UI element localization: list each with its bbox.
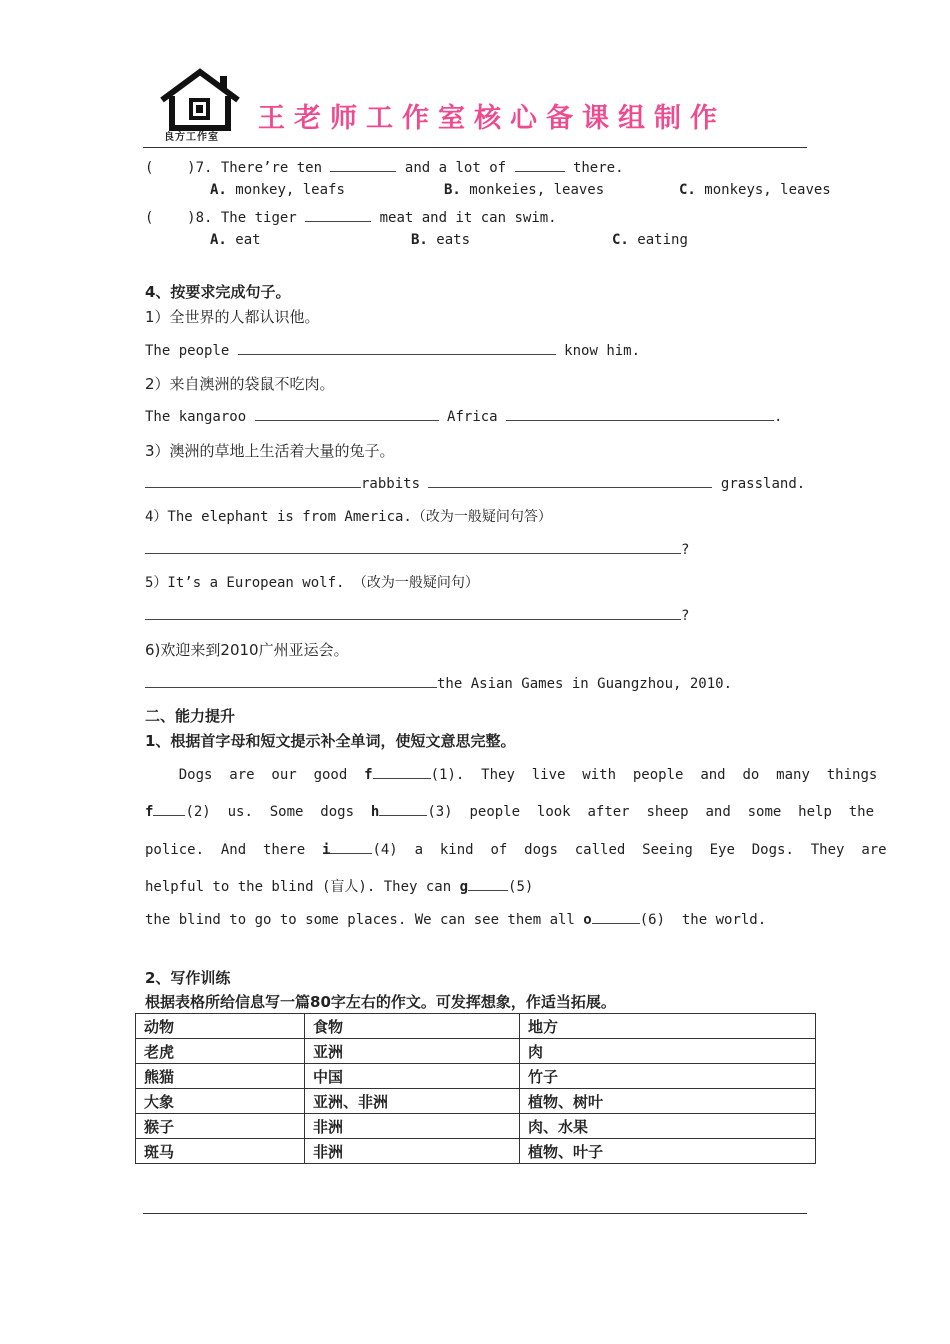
table-cell: 中国 — [305, 1064, 520, 1089]
sentence-4-answer: ? — [145, 539, 689, 558]
answer-blank — [330, 157, 396, 172]
table-cell: 斑马 — [136, 1139, 305, 1164]
answer-blank — [145, 673, 437, 688]
table-cell: 猴子 — [136, 1114, 305, 1139]
question-2-instructions: 根据表格所给信息写一篇80字左右的作文。可发挥想象，作适当拓展。 — [145, 993, 616, 1011]
passage-line-1: Dogs are our good f (1). They live with people and do many things — [145, 764, 877, 783]
sentence-6-answer: the Asian Games in Guangzhou, 2010. — [145, 673, 732, 692]
answer-blank — [373, 764, 431, 779]
option-b: B. eats — [411, 232, 471, 248]
table-row — [136, 1064, 816, 1089]
passage-line-5: the blind to go to some places. We can see them all o (6) the world. — [145, 909, 766, 928]
option-c: C. monkeys, leaves — [679, 182, 831, 198]
sentence-5-answer: ? — [145, 605, 689, 624]
logo — [158, 66, 242, 146]
stem-text: meat and it can swim. — [379, 210, 557, 226]
sentence-3-answer: rabbits grassland. — [145, 473, 805, 492]
table-cell: 植物、树叶 — [520, 1089, 816, 1114]
option-a: A. monkey, leafs — [210, 182, 345, 198]
table-header-cell: 食物 — [305, 1014, 520, 1039]
table-cell: 熊猫 — [136, 1064, 305, 1089]
table-cell: 老虎 — [136, 1039, 305, 1064]
sentence-3-prompt: 3）澳洲的草地上生活着大量的兔子。 — [145, 442, 395, 460]
table-cell: 大象 — [136, 1089, 305, 1114]
answer-blank — [305, 207, 371, 222]
sentence-1-prompt: 1）全世界的人都认识他。 — [145, 308, 320, 326]
option-a: A. eat — [210, 232, 261, 248]
table-header-row — [136, 1014, 816, 1039]
answer-paren: ( ) — [145, 160, 196, 176]
table-cell: 植物、叶子 — [520, 1139, 816, 1164]
answer-blank — [255, 406, 439, 421]
answer-paren: ( ) — [145, 210, 196, 226]
answer-blank — [145, 605, 681, 620]
table-row — [136, 1039, 816, 1064]
stem-text: and a lot of — [404, 160, 507, 176]
answer-blank — [379, 801, 427, 816]
answer-blank — [506, 406, 774, 421]
sentence-6-prompt: 6)欢迎来到2010广州亚运会。 — [145, 641, 349, 659]
banner-title: 王老师工作室核心备课组制作 — [258, 103, 726, 134]
logo-caption: 良方工作室 — [164, 132, 219, 143]
sentence-2-answer: The kangaroo Africa . — [145, 406, 782, 425]
stem-text: The tiger — [220, 210, 297, 226]
table-header-cell: 地方 — [520, 1014, 816, 1039]
info-table — [135, 1013, 816, 1164]
mc-question-7 — [145, 157, 624, 176]
passage-line-3: police. And there i (4) a kind of dogs called Seeing Eye Dogs. They are — [145, 839, 887, 858]
question-2-title: 2、写作训练 — [145, 969, 231, 987]
passage-line-4: helpful to the blind (盲人). They can g (5) — [145, 876, 533, 896]
answer-blank — [515, 157, 565, 172]
stem-text: There’re ten — [220, 160, 323, 176]
option-b: B. monkeies, leaves — [444, 182, 605, 198]
answer-blank — [428, 473, 712, 488]
passage-line-2: f (2) us. Some dogs h (3) people look after sheep and some help the — [145, 801, 874, 820]
table-header-cell: 动物 — [136, 1014, 305, 1039]
answer-blank — [468, 876, 508, 891]
table-cell: 非洲 — [305, 1139, 520, 1164]
answer-blank — [145, 539, 681, 554]
answer-blank — [145, 473, 361, 488]
table-row — [136, 1139, 816, 1164]
answer-blank — [592, 909, 640, 924]
table-cell: 肉、水果 — [520, 1114, 816, 1139]
table-row — [136, 1089, 816, 1114]
table-row — [136, 1114, 816, 1139]
answer-blank — [330, 839, 372, 854]
table-cell: 肉 — [520, 1039, 816, 1064]
table-cell: 亚洲 — [305, 1039, 520, 1064]
option-c: C. eating — [612, 232, 688, 248]
question-1-title: 1、根据首字母和短文提示补全单词，使短文意思完整。 — [145, 732, 516, 750]
question-number: 8. — [195, 210, 213, 226]
table-cell: 亚洲、非洲 — [305, 1089, 520, 1114]
header-divider — [143, 147, 807, 148]
stem-text: there. — [572, 160, 624, 176]
table-cell: 竹子 — [520, 1064, 816, 1089]
section-4-title: 4、按要求完成句子。 — [145, 283, 291, 301]
writing-line — [143, 1213, 807, 1214]
part-2-title: 二、能力提升 — [145, 707, 236, 725]
answer-blank — [153, 801, 185, 816]
mc-question-8 — [145, 207, 557, 226]
answer-blank — [238, 340, 556, 355]
table-cell: 非洲 — [305, 1114, 520, 1139]
sentence-1-answer: The people know him. — [145, 340, 640, 359]
question-number: 7. — [195, 160, 213, 176]
sentence-2-prompt: 2）来自澳洲的袋鼠不吃肉。 — [145, 375, 335, 393]
sentence-5-prompt: 5）It’s a European wolf. （改为一般疑问句） — [145, 575, 479, 591]
sentence-4-prompt: 4）The elephant is from America.（改为一般疑问句答） — [145, 509, 552, 525]
